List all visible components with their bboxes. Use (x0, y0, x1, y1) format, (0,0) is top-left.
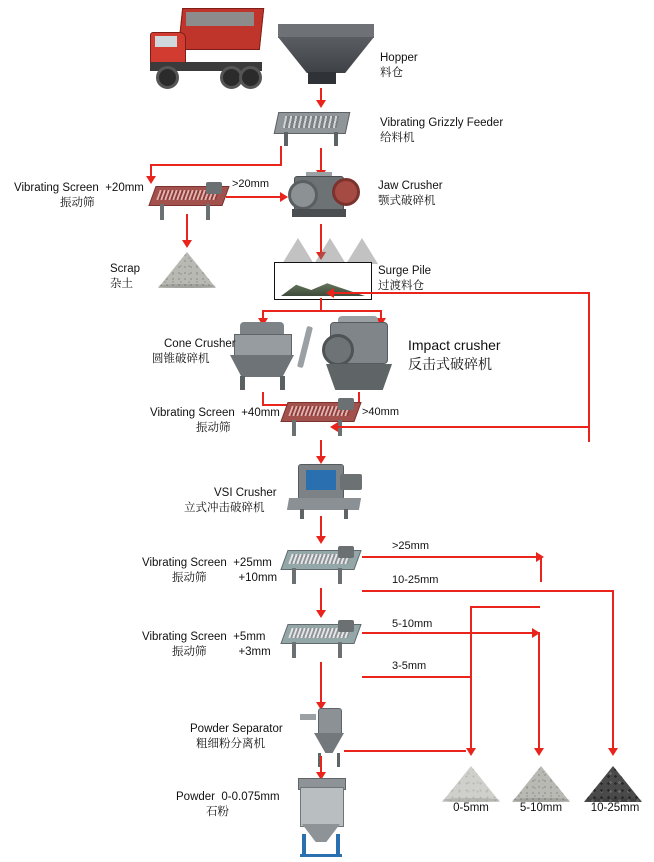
connector-3-5-up (470, 606, 472, 676)
powder-label-en: Powder 0-0.075mm (176, 791, 280, 803)
scrap-pile-illustration (158, 248, 216, 288)
arrow-hopper-feeder (316, 100, 326, 108)
connector-screen20-scrap (186, 214, 188, 242)
vsi-crusher-illustration (284, 462, 368, 522)
impact-label-zh: 反击式破碎机 (408, 356, 492, 372)
screen40-label-zh: 振动筛 (196, 422, 231, 434)
cone-label-zh: 圆锥破碎机 (152, 353, 210, 365)
transfer-chute (297, 326, 313, 368)
screen5-label-zh: 振动筛 +3mm (172, 646, 271, 658)
screen5-label-en: Vibrating Screen +5mm (142, 631, 266, 643)
feeder-label-zh: 给料机 (380, 132, 415, 144)
hopper-label-zh: 料仓 (380, 67, 403, 79)
connector-screen20-jaw (226, 196, 282, 198)
product-pile-0-5mm (442, 762, 500, 802)
impact-label-en: Impact crusher (408, 337, 501, 353)
screen20-label-zh: 振动筛 (60, 197, 95, 209)
product-label-0-5mm: 0-5mm (453, 802, 489, 814)
dump-truck-illustration (146, 6, 266, 88)
connector-5-10-down (538, 632, 540, 752)
surge-pile-illustration (274, 262, 372, 300)
connector-5-10-rail (362, 632, 540, 634)
cone-label-en: Cone Crusher (164, 338, 236, 350)
connector-3-5-rail (362, 676, 472, 678)
product-pile-5-10mm (512, 762, 570, 802)
hopper-label-en: Hopper (380, 52, 418, 64)
spray-icon-3 (346, 238, 378, 264)
connector-3-5-down (470, 676, 472, 752)
scrap-label-zh: 杂土 (110, 278, 133, 290)
arrow-vsi-screen25 (316, 536, 326, 544)
hopper-illustration (278, 24, 374, 86)
grizzly-feeder-illustration (276, 108, 358, 148)
arrow-screen25-screen5 (316, 610, 326, 618)
screen20-label-en: Vibrating Screen +20mm (14, 182, 144, 194)
connector-10-25-down (612, 590, 614, 752)
product-pile-10-25mm (584, 762, 642, 802)
connector-surge-split (262, 310, 382, 312)
connector-3-5-join (470, 606, 540, 608)
separator-label-en: Powder Separator (190, 723, 283, 735)
separator-label-zh: 粗细粉分离机 (196, 738, 265, 750)
product-label-5-10mm: 5-10mm (519, 802, 563, 814)
vibrating-screen-5mm-illustration (282, 618, 368, 662)
connector-separator-0-5mm (344, 750, 466, 752)
vibrating-screen-25mm-illustration (282, 544, 368, 588)
jaw-label-en: Jaw Crusher (378, 180, 443, 192)
jaw-crusher-illustration (288, 172, 358, 226)
surge-label-zh: 过渡料仓 (378, 280, 424, 292)
feeder-label-en: Vibrating Grizzly Feeder (380, 117, 504, 129)
powder-separator-illustration (296, 708, 360, 768)
size-over-20mm: >20mm (232, 178, 269, 190)
spray-icon-2 (314, 238, 346, 264)
connector-feeder-screen20-drop (280, 146, 282, 166)
arrow-recirculation-to-surge (326, 288, 334, 298)
powder-label-zh: 石粉 (206, 806, 229, 818)
surge-label-en: Surge Pile (378, 265, 432, 277)
connector-feeder-jaw (320, 148, 322, 172)
arrow-10-25-product (608, 748, 618, 756)
connector-recirculation-to-surge (330, 292, 590, 294)
scrap-label-en: Scrap (110, 263, 141, 275)
size-over-25mm: >25mm (392, 540, 429, 552)
size-5-10mm: 5-10mm (392, 618, 433, 630)
impact-crusher-illustration (322, 320, 400, 394)
arrow-5-10-product (534, 748, 544, 756)
jaw-label-zh: 颚式破碎机 (378, 195, 436, 207)
vibrating-screen-20mm-illustration (150, 180, 236, 224)
connector-over25-down (540, 556, 542, 582)
connector-feeder-screen20 (150, 164, 282, 166)
connector-right-rail-upper (588, 292, 590, 442)
arrow-over40-return (330, 422, 338, 432)
size-3-5mm: 3-5mm (392, 660, 427, 672)
connector-10-25-rail (362, 590, 614, 592)
arrow-screen20-scrap (182, 240, 192, 248)
cone-crusher-illustration (228, 322, 298, 392)
arrow-screen20-jaw (280, 192, 288, 202)
size-over-40mm: >40mm (362, 406, 399, 418)
spray-icon-1 (282, 238, 314, 264)
product-label-10-25mm: 10-25mm (590, 802, 640, 814)
vsi-label-zh: 立式冲击破碎机 (184, 502, 265, 514)
connector-over25-rail (362, 556, 540, 558)
screen25-label-zh: 振动筛 +10mm (172, 572, 278, 584)
powder-silo-illustration (292, 778, 350, 858)
arrow-3-5-product (466, 748, 476, 756)
connector-over40-rail (336, 426, 590, 428)
size-10-25mm: 10-25mm (392, 574, 439, 586)
screen25-label-en: Vibrating Screen +25mm (142, 557, 272, 569)
vibrating-screen-40mm-illustration (282, 396, 368, 440)
vsi-label-en: VSI Crusher (214, 487, 277, 499)
screen40-label-en: Vibrating Screen +40mm (150, 407, 280, 419)
